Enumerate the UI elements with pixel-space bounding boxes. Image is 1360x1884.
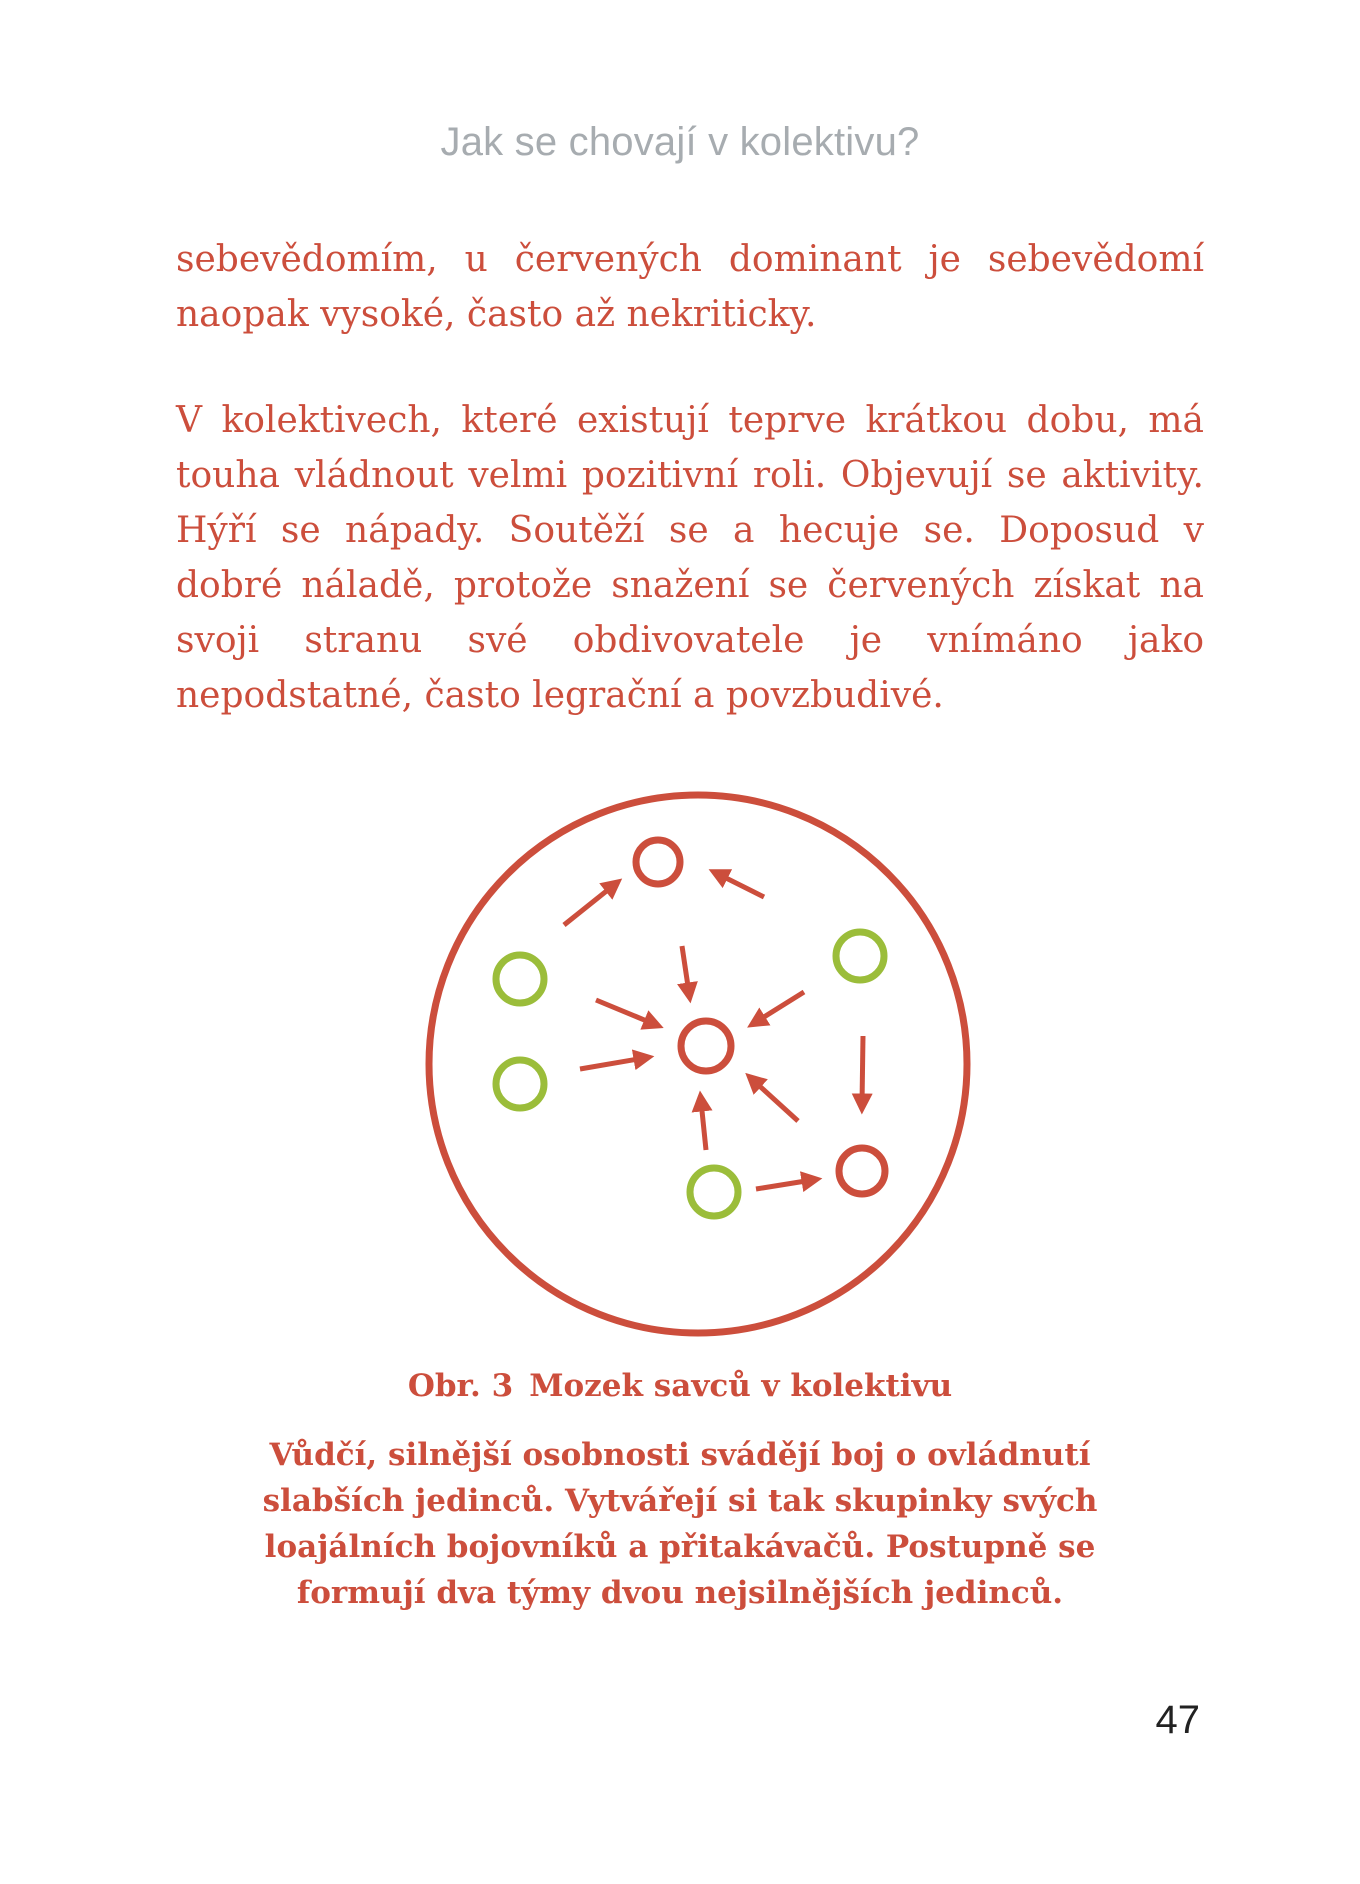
arrow-center-from-bottom (701, 1101, 706, 1150)
figure-title: Mozek savců v kolektivu (529, 1368, 953, 1404)
arrow-center-from-left-upper (596, 1000, 654, 1024)
green-node-left-lower (496, 1060, 544, 1108)
arrow-to-top-from-left (564, 885, 614, 925)
green-node-bottom (690, 1168, 738, 1216)
running-header: Jak se chovají v kolektivu? (440, 120, 920, 164)
figure-caption-title (0, 1368, 1360, 1404)
figure-number: Obr. 3 (407, 1368, 514, 1404)
arrow-center-from-top (682, 946, 689, 993)
page-number: 47 (1155, 1698, 1200, 1742)
red-node-bottom-right (839, 1148, 885, 1194)
green-node-right (836, 932, 884, 980)
body-paragraph-2: V kolektivech, které existují teprve krátkou dobu, má touha vládnout velmi pozitivní roli. Objevují se aktivity. Hýří se nápady. Soutěží se a hecuje se. Doposud v dobré náladě, protože snažení se červených získat na svoji stranu své obdivovatele je vnímáno jako nepodstatné, často legrační a povzbudivé. (176, 400, 1204, 716)
green-node-left-upper (496, 955, 544, 1003)
arrow-bottom-right-from-bottom (756, 1180, 812, 1189)
red-node-top (636, 840, 680, 884)
arrow-bottom-right-from-right (862, 1036, 863, 1104)
arrow-center-from-bottom-right (753, 1080, 798, 1121)
figure-caption-text: Vůdčí, silnější osobnosti svádějí boj o ovládnutí slabších jedinců. Vytvářejí si tak skupinky svých loajálních bojovníků a přitakávačů. Postupně se formují dva týmy dvou nejsilnějších jedinců. (262, 1437, 1098, 1611)
body-paragraph-1: sebevědomím, u červených dominant je sebevědomí naopak vysoké, často až nekriticky. (176, 239, 1204, 335)
arrow-center-from-left-lower (580, 1058, 644, 1069)
red-node-center (681, 1021, 731, 1071)
group-dynamics-diagram (418, 784, 978, 1344)
arrow-center-from-right (756, 992, 804, 1022)
arrow-to-top-from-right (718, 874, 764, 897)
